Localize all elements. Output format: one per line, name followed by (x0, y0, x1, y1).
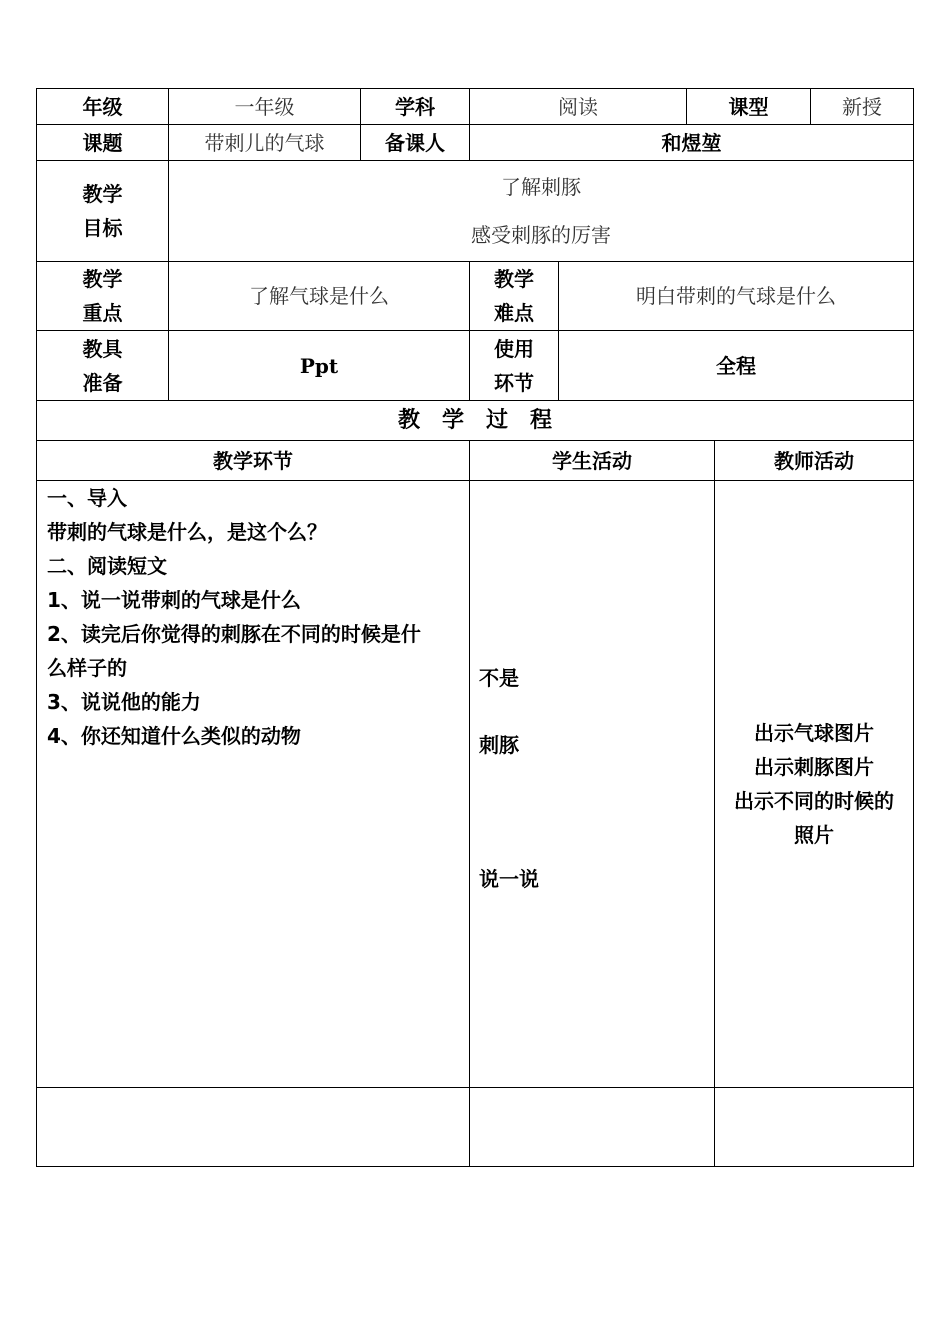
link-line: 一、导入 (47, 486, 127, 510)
grade-value: 一年级 (168, 88, 361, 125)
goals-label-line1: 教学 (82, 182, 123, 206)
goals-label-line2: 目标 (82, 216, 123, 240)
key-point-label (36, 261, 169, 331)
student-item: 刺豚 (479, 733, 519, 757)
difficulty-value: 明白带刺的气球是什么 (558, 261, 914, 331)
col-header-teacher: 教师活动 (714, 440, 914, 481)
topic-value: 带刺儿的气球 (168, 124, 361, 161)
link-line: 3、说说他的能力 (47, 690, 201, 714)
grade-label: 年级 (36, 88, 169, 125)
process-title: 教学过程 (36, 400, 914, 441)
topic-label: 课题 (36, 124, 169, 161)
usage-label-line1: 使用 (494, 336, 534, 361)
preparer-label: 备课人 (360, 124, 470, 161)
preparer-value: 和煜堃 (469, 124, 914, 161)
type-value: 新授 (810, 88, 914, 125)
link-line: 带刺的气球是什么，是这个么？ (47, 520, 327, 544)
goals-label (36, 160, 169, 262)
type-label: 课型 (686, 88, 811, 125)
goal-item: 感受刺豚的厉害 (471, 223, 611, 247)
link-content (36, 480, 470, 1088)
difficulty-label-line2: 难点 (494, 301, 534, 325)
teacher-line: 出示不同的时候的 (734, 789, 894, 813)
teacher-line: 出示气球图片 (754, 721, 874, 745)
tools-label (36, 330, 169, 401)
link-line: 么样子的 (47, 656, 127, 680)
tools-value: Ppt (168, 330, 470, 401)
tools-label-line2: 准备 (82, 370, 123, 395)
usage-label (469, 330, 559, 401)
difficulty-label-line1: 教学 (494, 267, 534, 291)
empty-cell-teacher (714, 1087, 914, 1167)
subject-value: 阅读 (469, 88, 687, 125)
goal-item: 了解刺豚 (501, 175, 581, 199)
empty-cell-student (469, 1087, 715, 1167)
teacher-line: 照片 (794, 823, 834, 847)
student-item: 不是 (479, 666, 519, 690)
tools-label-line1: 教具 (82, 336, 123, 361)
usage-value: 全程 (558, 330, 914, 401)
empty-cell-link (36, 1087, 470, 1167)
link-line: 1、说一说带刺的气球是什么 (47, 588, 301, 612)
subject-label: 学科 (360, 88, 470, 125)
link-line: 4、你还知道什么类似的动物 (47, 724, 301, 748)
student-item: 说一说 (479, 867, 539, 891)
key-point-value: 了解气球是什么 (168, 261, 470, 331)
student-content (469, 480, 715, 1088)
teacher-line: 出示刺豚图片 (754, 755, 874, 779)
link-line: 2、读完后你觉得的刺豚在不同的时候是什 (47, 622, 421, 646)
col-header-student: 学生活动 (469, 440, 715, 481)
usage-label-line2: 环节 (494, 370, 534, 395)
teacher-content (714, 480, 914, 1088)
key-point-label-line1: 教学 (82, 267, 123, 291)
col-header-link: 教学环节 (36, 440, 470, 481)
link-line: 二、阅读短文 (47, 554, 167, 578)
goals-list (168, 160, 914, 262)
key-point-label-line2: 重点 (82, 301, 123, 325)
difficulty-label (469, 261, 559, 331)
